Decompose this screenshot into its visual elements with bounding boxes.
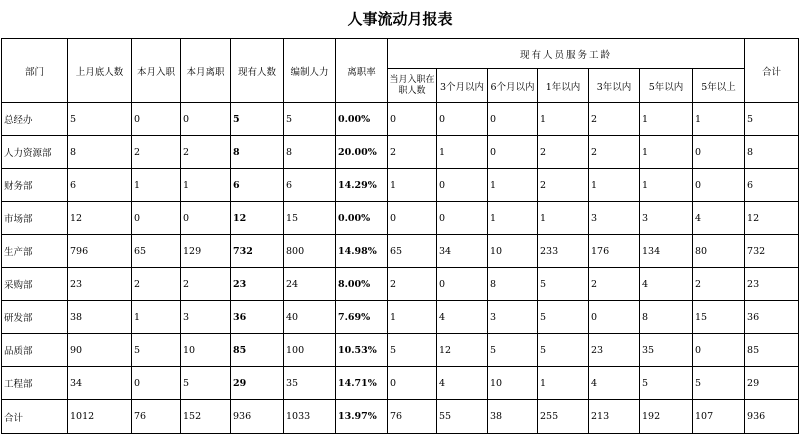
header-joined: 本月入职 xyxy=(132,39,181,103)
tenure-cell: 65 xyxy=(388,235,437,268)
turnover-cell: 20.00% xyxy=(336,136,388,169)
tenure-cell: 2 xyxy=(589,268,640,301)
tenure-cell: 0 xyxy=(589,301,640,334)
tenure-cell: 10 xyxy=(488,235,538,268)
tenure-cell: 5 xyxy=(640,367,693,400)
left-cell: 152 xyxy=(181,400,231,434)
tenure-cell: 0 xyxy=(693,136,745,169)
tenure-cell: 107 xyxy=(693,400,745,434)
tenure-cell: 4 xyxy=(693,202,745,235)
tenure-cell: 0 xyxy=(488,103,538,136)
total-cell: 936 xyxy=(745,400,799,434)
tenure-cell: 12 xyxy=(437,334,488,367)
total-cell: 6 xyxy=(745,169,799,202)
total-row xyxy=(2,400,799,434)
turnover-cell: 14.98% xyxy=(336,235,388,268)
quota-cell: 8 xyxy=(284,136,336,169)
joined-cell: 2 xyxy=(132,268,181,301)
tenure-cell: 0 xyxy=(693,169,745,202)
quota-cell: 6 xyxy=(284,169,336,202)
table-row xyxy=(2,136,799,169)
quota-cell: 800 xyxy=(284,235,336,268)
tenure-cell: 1 xyxy=(388,169,437,202)
header-prev-month: 上月底人数 xyxy=(68,39,132,103)
tenure-cell: 2 xyxy=(388,268,437,301)
dept-cell: 采购部 xyxy=(2,268,68,301)
current-cell: 5 xyxy=(231,103,284,136)
header-tenure-5y-plus: 5年以上 xyxy=(693,69,745,103)
tenure-cell: 2 xyxy=(693,268,745,301)
joined-cell: 0 xyxy=(132,367,181,400)
current-cell: 6 xyxy=(231,169,284,202)
tenure-cell: 0 xyxy=(437,169,488,202)
dept-cell: 市场部 xyxy=(2,202,68,235)
tenure-cell: 255 xyxy=(538,400,589,434)
quota-cell: 40 xyxy=(284,301,336,334)
tenure-cell: 0 xyxy=(488,136,538,169)
report-body xyxy=(2,103,799,434)
tenure-cell: 1 xyxy=(538,202,589,235)
tenure-cell: 2 xyxy=(538,136,589,169)
table-row xyxy=(2,169,799,202)
prev-month-cell: 23 xyxy=(68,268,132,301)
left-cell: 5 xyxy=(181,367,231,400)
tenure-cell: 5 xyxy=(538,268,589,301)
tenure-cell: 5 xyxy=(538,334,589,367)
left-cell: 10 xyxy=(181,334,231,367)
tenure-cell: 3 xyxy=(589,202,640,235)
tenure-cell: 3 xyxy=(640,202,693,235)
tenure-cell: 192 xyxy=(640,400,693,434)
table-row xyxy=(2,235,799,268)
tenure-cell: 0 xyxy=(388,103,437,136)
turnover-cell: 14.29% xyxy=(336,169,388,202)
left-cell: 0 xyxy=(181,202,231,235)
header-turnover: 离职率 xyxy=(336,39,388,103)
tenure-cell: 34 xyxy=(437,235,488,268)
joined-cell: 0 xyxy=(132,103,181,136)
left-cell: 129 xyxy=(181,235,231,268)
quota-cell: 15 xyxy=(284,202,336,235)
prev-month-cell: 1012 xyxy=(68,400,132,434)
current-cell: 12 xyxy=(231,202,284,235)
dept-cell: 总经办 xyxy=(2,103,68,136)
tenure-cell: 0 xyxy=(693,334,745,367)
tenure-cell: 55 xyxy=(437,400,488,434)
table-row xyxy=(2,367,799,400)
header-current: 现有人数 xyxy=(231,39,284,103)
dept-cell: 合计 xyxy=(2,400,68,434)
prev-month-cell: 90 xyxy=(68,334,132,367)
current-cell: 23 xyxy=(231,268,284,301)
prev-month-cell: 38 xyxy=(68,301,132,334)
joined-cell: 0 xyxy=(132,202,181,235)
tenure-cell: 176 xyxy=(589,235,640,268)
dept-cell: 生产部 xyxy=(2,235,68,268)
header-total: 合计 xyxy=(745,39,799,103)
quota-cell: 5 xyxy=(284,103,336,136)
header-tenure-6m: 6个月以内 xyxy=(488,69,538,103)
joined-cell: 2 xyxy=(132,136,181,169)
tenure-cell: 80 xyxy=(693,235,745,268)
turnover-cell: 0.00% xyxy=(336,202,388,235)
tenure-cell: 76 xyxy=(388,400,437,434)
joined-cell: 1 xyxy=(132,301,181,334)
tenure-cell: 4 xyxy=(437,301,488,334)
table-row xyxy=(2,103,799,136)
total-cell: 732 xyxy=(745,235,799,268)
header-left: 本月离职 xyxy=(181,39,231,103)
tenure-cell: 5 xyxy=(488,334,538,367)
tenure-cell: 8 xyxy=(488,268,538,301)
left-cell: 3 xyxy=(181,301,231,334)
personnel-report-table xyxy=(1,38,799,434)
tenure-cell: 10 xyxy=(488,367,538,400)
tenure-cell: 4 xyxy=(437,367,488,400)
prev-month-cell: 34 xyxy=(68,367,132,400)
prev-month-cell: 5 xyxy=(68,103,132,136)
total-cell: 85 xyxy=(745,334,799,367)
table-row xyxy=(2,334,799,367)
tenure-cell: 1 xyxy=(640,136,693,169)
tenure-cell: 2 xyxy=(388,136,437,169)
report-title: 人事流动月报表 xyxy=(347,10,453,28)
left-cell: 2 xyxy=(181,136,231,169)
dept-cell: 财务部 xyxy=(2,169,68,202)
tenure-cell: 2 xyxy=(538,169,589,202)
current-cell: 936 xyxy=(231,400,284,434)
tenure-cell: 1 xyxy=(589,169,640,202)
turnover-cell: 13.97% xyxy=(336,400,388,434)
total-cell: 29 xyxy=(745,367,799,400)
current-cell: 732 xyxy=(231,235,284,268)
tenure-cell: 1 xyxy=(538,103,589,136)
quota-cell: 1033 xyxy=(284,400,336,434)
tenure-cell: 4 xyxy=(589,367,640,400)
total-cell: 23 xyxy=(745,268,799,301)
total-cell: 12 xyxy=(745,202,799,235)
tenure-cell: 1 xyxy=(640,169,693,202)
joined-cell: 5 xyxy=(132,334,181,367)
current-cell: 36 xyxy=(231,301,284,334)
header-dept: 部门 xyxy=(2,39,68,103)
tenure-cell: 1 xyxy=(488,169,538,202)
tenure-cell: 0 xyxy=(388,367,437,400)
prev-month-cell: 12 xyxy=(68,202,132,235)
joined-cell: 1 xyxy=(132,169,181,202)
tenure-cell: 233 xyxy=(538,235,589,268)
tenure-cell: 23 xyxy=(589,334,640,367)
tenure-cell: 0 xyxy=(437,202,488,235)
left-cell: 1 xyxy=(181,169,231,202)
tenure-cell: 213 xyxy=(589,400,640,434)
left-cell: 2 xyxy=(181,268,231,301)
dept-cell: 人力资源部 xyxy=(2,136,68,169)
tenure-cell: 0 xyxy=(437,103,488,136)
table-row xyxy=(2,202,799,235)
turnover-cell: 8.00% xyxy=(336,268,388,301)
tenure-cell: 15 xyxy=(693,301,745,334)
table-row xyxy=(2,301,799,334)
turnover-cell: 14.71% xyxy=(336,367,388,400)
tenure-cell: 5 xyxy=(388,334,437,367)
joined-cell: 76 xyxy=(132,400,181,434)
header-tenure-1y: 1年以内 xyxy=(538,69,589,103)
prev-month-cell: 8 xyxy=(68,136,132,169)
total-cell: 8 xyxy=(745,136,799,169)
joined-cell: 65 xyxy=(132,235,181,268)
dept-cell: 工程部 xyxy=(2,367,68,400)
tenure-cell: 1 xyxy=(538,367,589,400)
header-tenure-new: 当月入职在职人数 xyxy=(388,69,437,103)
tenure-cell: 1 xyxy=(693,103,745,136)
tenure-cell: 3 xyxy=(488,301,538,334)
tenure-cell: 4 xyxy=(640,268,693,301)
left-cell: 0 xyxy=(181,103,231,136)
turnover-cell: 10.53% xyxy=(336,334,388,367)
prev-month-cell: 6 xyxy=(68,169,132,202)
quota-cell: 100 xyxy=(284,334,336,367)
tenure-cell: 1 xyxy=(388,301,437,334)
tenure-cell: 1 xyxy=(437,136,488,169)
tenure-cell: 2 xyxy=(589,136,640,169)
tenure-cell: 1 xyxy=(488,202,538,235)
current-cell: 29 xyxy=(231,367,284,400)
dept-cell: 研发部 xyxy=(2,301,68,334)
tenure-cell: 5 xyxy=(538,301,589,334)
prev-month-cell: 796 xyxy=(68,235,132,268)
current-cell: 8 xyxy=(231,136,284,169)
tenure-cell: 8 xyxy=(640,301,693,334)
tenure-cell: 0 xyxy=(437,268,488,301)
total-cell: 36 xyxy=(745,301,799,334)
header-tenure-3m: 3个月以内 xyxy=(437,69,488,103)
current-cell: 85 xyxy=(231,334,284,367)
dept-cell: 品质部 xyxy=(2,334,68,367)
tenure-cell: 1 xyxy=(640,103,693,136)
table-row xyxy=(2,268,799,301)
tenure-cell: 2 xyxy=(589,103,640,136)
total-cell: 5 xyxy=(745,103,799,136)
tenure-cell: 134 xyxy=(640,235,693,268)
quota-cell: 24 xyxy=(284,268,336,301)
header-tenure-group: 现有人员服务工龄 xyxy=(388,39,745,69)
header-tenure-5y: 5年以内 xyxy=(640,69,693,103)
tenure-cell: 0 xyxy=(388,202,437,235)
header-quota: 编制人力 xyxy=(284,39,336,103)
tenure-cell: 38 xyxy=(488,400,538,434)
quota-cell: 35 xyxy=(284,367,336,400)
tenure-cell: 5 xyxy=(693,367,745,400)
turnover-cell: 0.00% xyxy=(336,103,388,136)
tenure-cell: 35 xyxy=(640,334,693,367)
header-tenure-3y: 3年以内 xyxy=(589,69,640,103)
turnover-cell: 7.69% xyxy=(336,301,388,334)
